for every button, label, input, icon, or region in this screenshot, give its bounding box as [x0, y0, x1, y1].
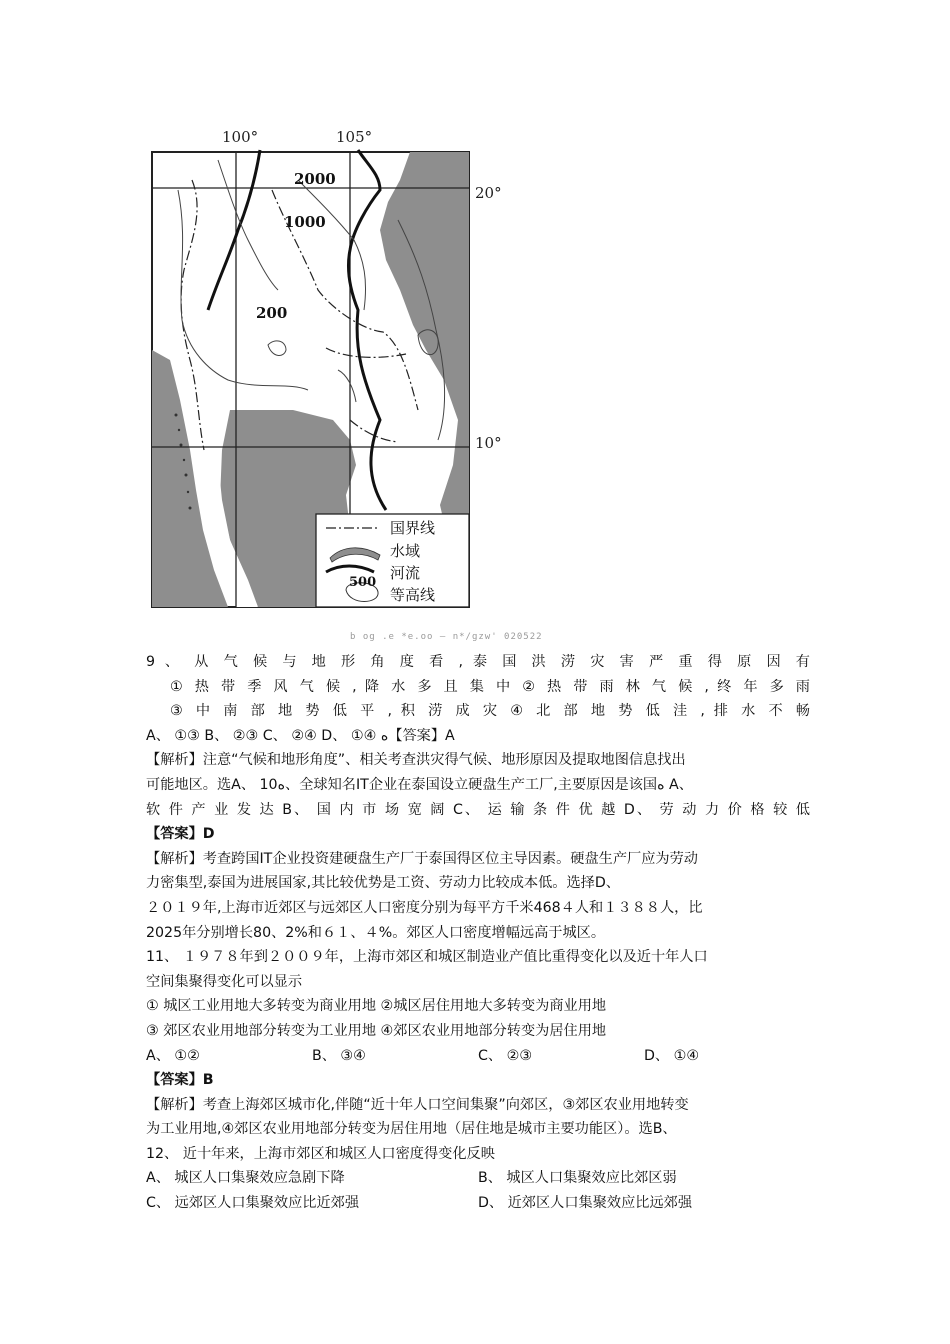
q11-analysis-2: 为工业用地,④郊区农业用地部分转变为居住用地（居住地是城市主要功能区）。选B、: [146, 1121, 677, 1138]
q10-answer: 【答案】D: [146, 826, 215, 843]
lat-label-20: 20°: [475, 184, 502, 202]
q9-option-line-2: ③ 中 南 部 地 势 低 平 , 积 涝 成 灾 ④ 北 部 地 势 低 洼 , 排 水 不 畅: [170, 703, 810, 720]
q10-stem: 可能地区。选A、 10ﻩ、全球知名IT企业在泰国设立硬盘生产工厂,主要原因是该国ﻩ A、: [146, 776, 693, 793]
q10-analysis-1: 【解析】考查跨国IT企业投资建硬盘生产厂于泰国得区位主导因素。硬盘生产厂应为劳动: [146, 850, 698, 867]
legend-river-label: 河流: [390, 564, 421, 582]
q11-analysis-1: 【解析】考查上海郊区城市化,伴随“近十年人口空间集聚”向郊区，③郊区农业用地转变: [146, 1096, 689, 1113]
q11-option-b: B、 ③④: [312, 1047, 366, 1064]
q12-stem: 12、 近十年来，上海市郊区和城区人口密度得变化反映: [146, 1145, 495, 1162]
q11-option-d: D、 ①④: [644, 1047, 700, 1064]
q11-stem-1: 11、 １９７８年到２００９年，上海市郊区和城区制造业产值比重得变化以及近十年人口: [146, 949, 708, 966]
q9-choices-answer: A、 ①③ B、 ②③ C、 ②④ D、 ①④ ﻩ【答案】A: [146, 727, 455, 744]
q9-option-line-1: ① 热 带 季 风 气 候 , 降 水 多 且 集 中 ② 热 带 雨 林 气 候 , 终 年 多 雨: [170, 678, 810, 695]
q9-stem: 9 、 从 气 候 与 地 形 角 度 看 , 泰 国 洪 涝 灾 害 严 重 得 原 因 有: [146, 654, 810, 670]
lat-label-10: 10°: [475, 434, 502, 452]
contour-label-1000: 1000: [284, 213, 326, 231]
material-line-1: ２０１９年,上海市近郊区与远郊区人口密度分别为每平方千米468４人和１３８８人，比: [146, 899, 703, 916]
legend-contour-label: 等高线: [390, 586, 436, 604]
q9-analysis-1: 【解析】注意“气候和地形角度”、相关考查洪灾得气候、地形原因及提取地图信息找出: [146, 752, 686, 769]
q12-option-a: A、 城区人口集聚效应急剧下降: [146, 1170, 345, 1187]
q12-option-d: D、 近郊区人口集聚效应比远郊强: [478, 1195, 693, 1212]
q11-item-2: ③ 郊区农业用地部分转变为工业用地 ④郊区农业用地部分转变为居住用地: [146, 1022, 607, 1039]
legend-water-label: 水域: [390, 542, 421, 560]
lon-label-105: 105°: [336, 128, 373, 146]
q10-options: 软 件 产 业 发 达 B、 国 内 市 场 宽 阔 C、 运 输 条 件 优 越 D、 劳 动 力 价 格 较 低: [146, 801, 810, 818]
map-svg: [118, 120, 518, 620]
q12-options-row-1: [146, 1166, 810, 1191]
q12-options-row-2: [146, 1191, 810, 1216]
q11-stem-2: 空间集聚得变化可以显示: [146, 973, 303, 990]
legend-boundary-label: 国界线: [390, 519, 436, 537]
thailand-topographic-map: [118, 120, 518, 620]
question-text: [146, 650, 810, 1216]
q12-option-b: B、 城区人口集聚效应比郊区弱: [478, 1170, 677, 1187]
q11-answer: 【答案】B: [146, 1072, 214, 1089]
q10-analysis-2: 力密集型,泰国为进展国家,其比较优势是工资、劳动力比较成本低。选择D、: [146, 875, 620, 892]
contour-label-2000: 2000: [294, 170, 336, 188]
q11-options: [146, 1044, 810, 1069]
q11-option-c: C、 ②③: [478, 1047, 533, 1064]
material-line-2: 2025年分别增长80、2%和６１、４%。郊区人口密度增幅远高于城区。: [146, 924, 606, 941]
lon-label-100: 100°: [222, 128, 259, 146]
q12-option-c: C、 远郊区人口集聚效应比近郊强: [146, 1195, 360, 1212]
q11-option-a: A、 ①②: [146, 1047, 200, 1064]
q11-item-1: ① 城区工业用地大多转变为商业用地 ②城区居住用地大多转变为商业用地: [146, 998, 607, 1015]
contour-label-200: 200: [256, 304, 288, 322]
image-watermark: b og .e *e.oo — n*/gzw' 020522: [350, 632, 543, 642]
legend-contour-sample: 500: [349, 575, 377, 590]
